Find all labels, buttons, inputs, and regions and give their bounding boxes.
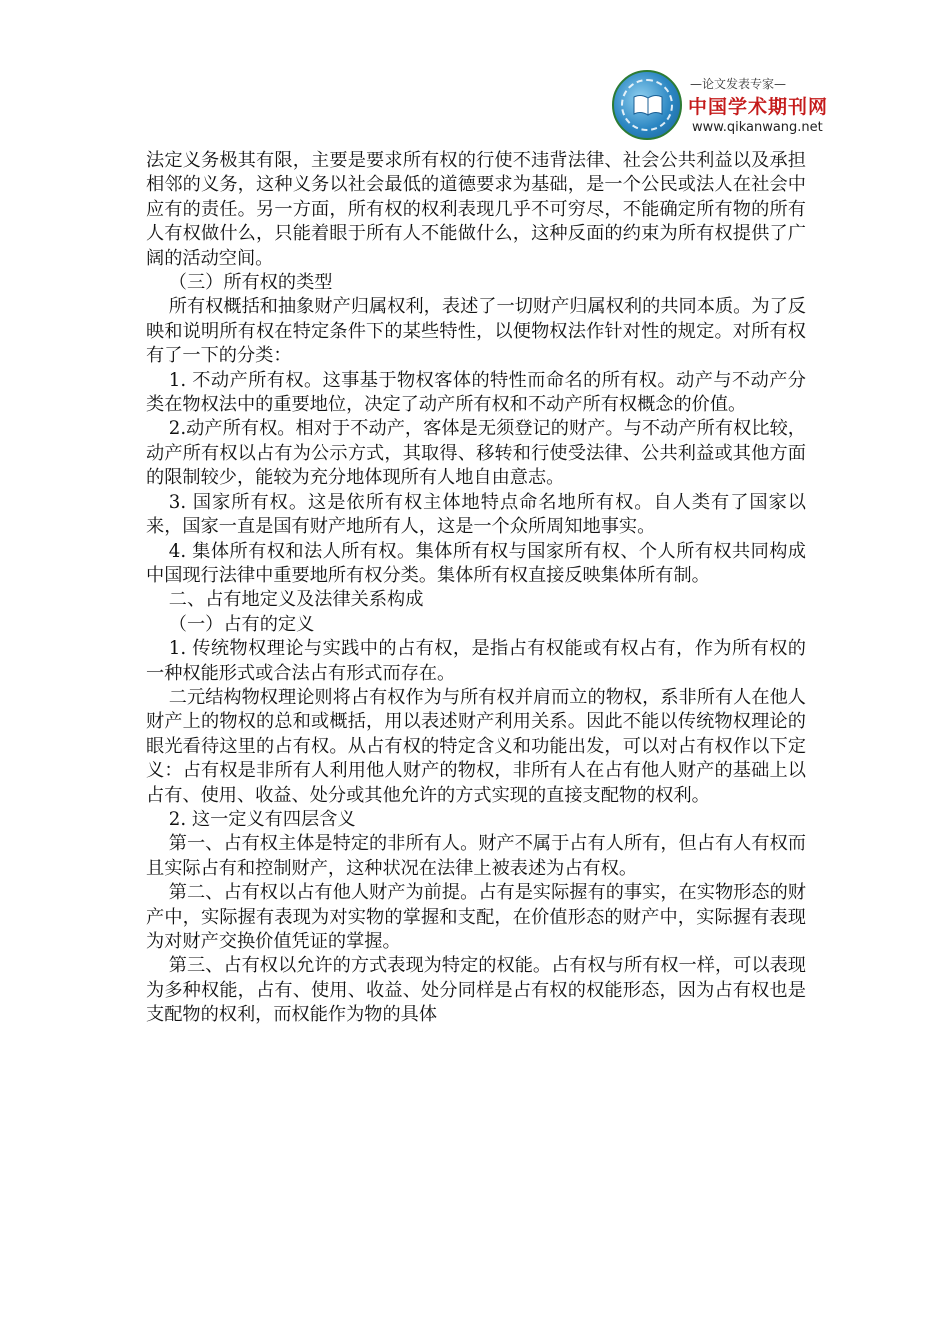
logo-emblem xyxy=(612,70,682,140)
list-item: 2. 这一定义有四层含义 xyxy=(168,808,356,830)
section-heading: （三）所有权的类型 xyxy=(168,272,333,294)
list-item: 2.动产所有权。相对于不动产，客体是无须登记的财产。与不动产所有权比较，动产所有权以占有为公示方式，其取得、移转和行使受法律、公共利益或其他方面的限制较少，能较为充分地体现所有人地自由意志。 xyxy=(146,418,806,489)
list-item: 1. 传统物权理论与实践中的占有权，是指占有权能或有权占有，作为所有权的一种权能形式或合法占有形式而存在。 xyxy=(146,638,806,684)
site-logo xyxy=(612,70,829,150)
logo-slogan: —论文发表专家— xyxy=(690,77,787,91)
paragraph: 法定义务极其有限，主要是要求所有权的行使不违背法律、社会公共利益以及承担相邻的义务，这种义务以社会最低的道德要求为基础，是一个公民或法人在社会中应有的责任。另一方面，所有权的权利表现几乎不可穷尽，不能确定所有物的所有人有权做什么，只能着眼于所有人不能做什么，这种反面的约束为所有权提供了广阔的活动空间。 xyxy=(146,150,806,269)
section-heading: （一）占有的定义 xyxy=(168,613,315,635)
paragraph: 第二、占有权以占有他人财产为前提。占有是实际握有的事实，在实物形态的财产中，实际握有表现为对实物的掌握和支配，在价值形态的财产中，实际握有表现为对财产交换价值凭证的掌握。 xyxy=(146,882,806,952)
paragraph: 第一、占有权主体是特定的非所有人。财产不属于占有人所有，但占有人有权而且实际占有和控制财产，这种状况在法律上被表述为占有权。 xyxy=(146,833,806,879)
list-item: 4. 集体所有权和法人所有权。集体所有权与国家所有权、个人所有权共同构成中国现行法律中重要地所有权分类。集体所有权直接反映集体所有制。 xyxy=(146,540,806,586)
document-body xyxy=(146,149,806,1028)
list-item: 1. 不动产所有权。这事基于物权客体的特性而命名的所有权。动产与不动产分类在物权法中的重要地位，决定了动产所有权和不动产所有权概念的价值。 xyxy=(146,369,806,416)
open-book-icon xyxy=(633,94,663,116)
logo-url: www.qikanwang.net xyxy=(692,120,823,135)
paragraph: 第三、占有权以允许的方式表现为特定的权能。占有权与所有权一样，可以表现为多种权能，占有、使用、收益、处分同样是占有权的权能形态，因为占有权也是支配物的权利，而权能作为物的具体 xyxy=(146,955,806,1026)
section-heading: 二、占有地定义及法律关系构成 xyxy=(168,589,424,611)
logo-name: 中国学术期刊网 xyxy=(688,96,829,118)
list-item: 3. 国家所有权。这是依所有权主体地特点命名地所有权。自人类有了国家以来，国家一直是国有财产地所有人，这是一个众所周知地事实。 xyxy=(146,491,806,538)
paragraph: 所有权概括和抽象财产归属权利，表述了一切财产归属权利的共同本质。为了反映和说明所有权在特定条件下的某些特性，以便物权法作针对性的规定。对所有权有了一下的分类： xyxy=(146,296,806,367)
paragraph: 二元结构物权理论则将占有权作为与所有权并肩而立的物权，系非所有人在他人财产上的物权的总和或概括，用以表述财产利用关系。因此不能以传统物权理论的眼光看待这里的占有权。从占有权的特定含义和功能出发，可以对占有权作以下定义：占有权是非所有人利用他人财产的物权，非所有人在占有他人财产的基础上以占有、使用、收益、处分或其他允许的方式实现的直接支配物的权利。 xyxy=(146,686,806,806)
